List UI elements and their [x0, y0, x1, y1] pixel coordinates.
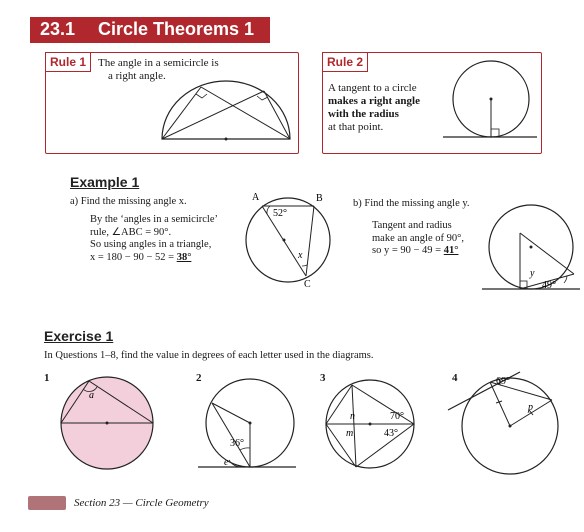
- rule-2-box: [322, 52, 542, 154]
- exercise-heading: Exercise 1: [44, 328, 114, 344]
- footer-text: Section 23 — Circle Geometry: [74, 497, 209, 509]
- q2-label-e: e: [224, 457, 229, 468]
- tangent-diagram: [441, 57, 539, 147]
- rule-1-line2: a right angle.: [108, 70, 166, 82]
- semicircle-diagram: [156, 77, 296, 149]
- q1-label-a: a: [89, 390, 94, 401]
- section-title: Circle Theorems 1: [98, 19, 255, 39]
- label-52: 52°: [273, 208, 287, 219]
- example-a-answer: 38°: [176, 251, 192, 263]
- rule-2-text: [328, 82, 420, 134]
- section-number: 23.1: [40, 19, 76, 39]
- q4-number: 4: [452, 372, 458, 384]
- q1-diagram: [52, 374, 164, 472]
- q2-diagram: [196, 378, 300, 474]
- q3-diagram: [322, 376, 418, 472]
- example-a-line3: So using angles in a triangle,: [90, 239, 212, 250]
- rule-2-tag: Rule 2: [322, 52, 368, 72]
- example-a-diagram: [240, 186, 336, 290]
- rule-1-line1: The angle in a semicircle is: [98, 57, 219, 69]
- label-A: A: [252, 192, 260, 203]
- example-a-question-text: a) Find the missing angle x.: [70, 196, 187, 207]
- example-b-line1: Tangent and radius: [372, 220, 452, 231]
- label-y: y: [530, 268, 535, 279]
- example-b-question-text: b) Find the missing angle y.: [353, 198, 470, 209]
- label-49: 49°: [542, 280, 556, 291]
- example-a-working: [90, 214, 218, 264]
- q3-label-70: 70°: [390, 411, 404, 422]
- example-a-line2: rule, ∠ABC = 90°.: [90, 226, 172, 238]
- rule-1-tag: Rule 1: [45, 52, 91, 72]
- example-b-diagram: [478, 204, 584, 300]
- example-b-line2: make an angle of 90°,: [372, 232, 464, 244]
- example-a-line1: By the ‘angles in a semicircle’: [90, 214, 218, 225]
- q2-label-36: 36°: [230, 438, 244, 449]
- exercise-instruction: In Questions 1–8, find the value in degrees of each letter used in the diagrams.: [44, 350, 374, 361]
- q2-number: 2: [196, 372, 202, 384]
- section-title-bar: [30, 17, 270, 43]
- q4-diagram: [440, 370, 584, 480]
- rule-1-box: [45, 52, 299, 154]
- q3-label-43: 43°: [384, 428, 398, 439]
- rule-2-line2: makes a right angle: [328, 95, 420, 107]
- q4-label-69: 69°: [496, 376, 510, 387]
- q3-number: 3: [320, 372, 326, 384]
- label-B: B: [316, 193, 323, 204]
- footer-bar: [28, 496, 66, 510]
- label-x: x: [298, 250, 303, 261]
- label-C: C: [304, 279, 311, 290]
- rule-2-line3: with the radius: [328, 108, 399, 120]
- q4-label-p: p: [528, 402, 533, 413]
- example-b-question: [353, 198, 470, 211]
- example-a-question: [70, 196, 187, 209]
- q3-label-m: m: [346, 428, 354, 439]
- q1-number: 1: [44, 372, 50, 384]
- rule-2-line4: at that point.: [328, 121, 384, 133]
- example-heading: Example 1: [70, 174, 140, 190]
- example-a-line4: x = 180 − 90 − 52 =: [90, 251, 177, 263]
- example-b-working: [372, 220, 464, 258]
- example-b-line3: so y = 90 − 49 =: [372, 245, 444, 256]
- rule-2-line1: A tangent to a circle: [328, 82, 417, 94]
- q3-label-n: n: [350, 411, 355, 422]
- example-b-answer: 41°: [443, 245, 459, 256]
